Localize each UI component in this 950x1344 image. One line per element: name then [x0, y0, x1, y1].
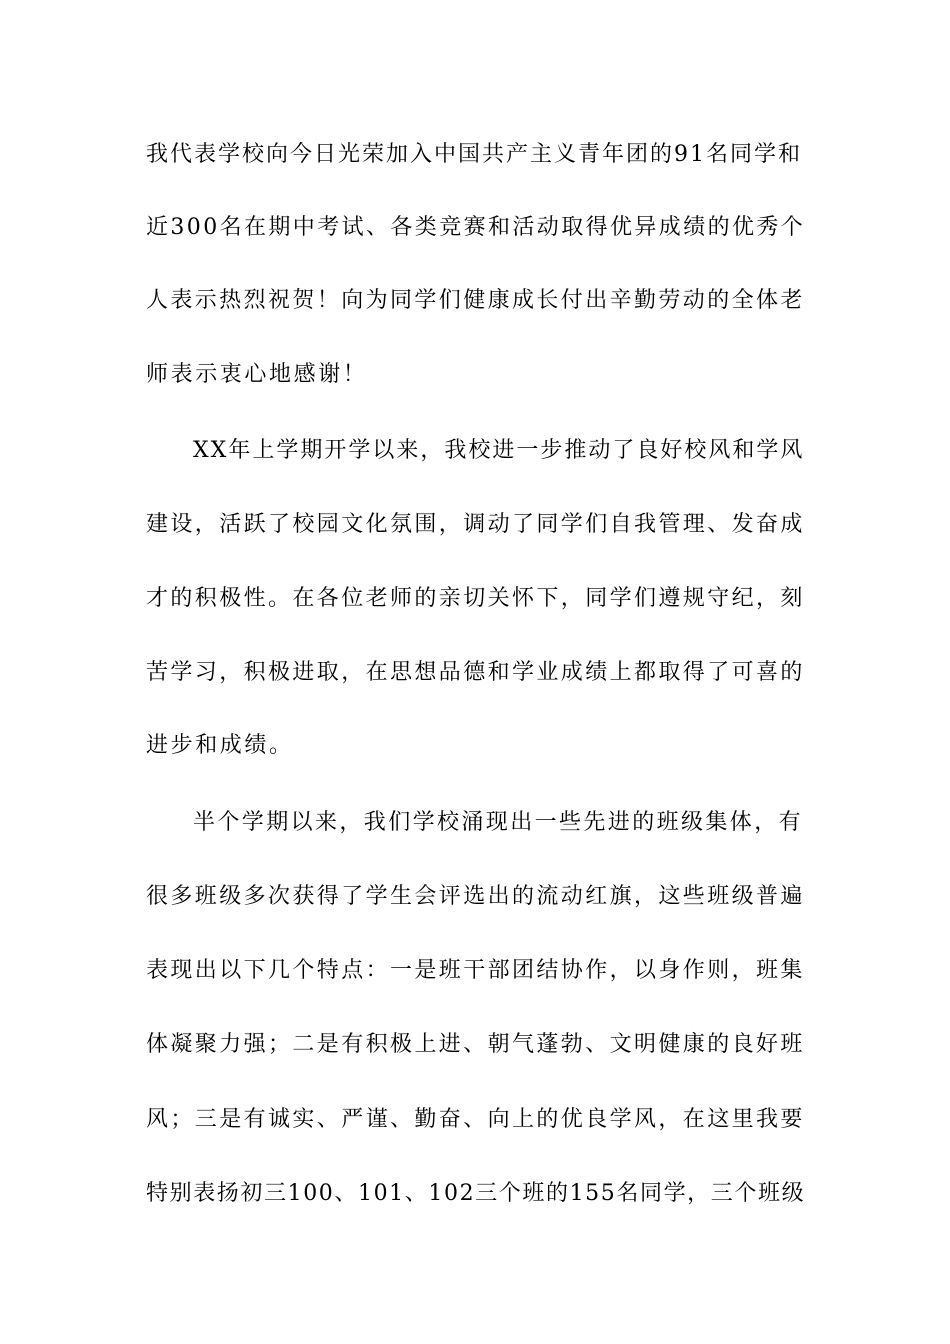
paragraph-start-line: XX年上学期开学以来，我校进一步推动了良好校风和学风: [193, 438, 805, 463]
text-line: 才的积极性。在各位老师的亲切关怀下，同学们遵规守纪，刻: [146, 586, 805, 611]
text-line: 师表示衷心地感谢！: [146, 362, 368, 387]
text-line: 近300名在期中考试、各类竞赛和活动取得优异成绩的优秀个: [146, 215, 806, 240]
paragraph-start-line: 半个学期以来，我们学校涌现出一些先进的班级集体，有: [193, 810, 804, 835]
text-line: 体凝聚力强；二是有积极上进、朝气蓬勃、文明健康的良好班: [146, 1032, 805, 1057]
text-line: 苦学习，积极进取，在思想品德和学业成绩上都取得了可喜的: [146, 660, 805, 685]
text-line: 表现出以下几个特点：一是班干部团结协作，以身作则，班集: [146, 958, 805, 983]
text-line: 很多班级多次获得了学生会评选出的流动红旗，这些班级普遍: [146, 884, 805, 909]
text-line: 特别表扬初三100、101、102三个班的155名同学，三个班级: [146, 1181, 806, 1206]
text-line: 进步和成绩。: [146, 733, 294, 758]
text-line: 我代表学校向今日光荣加入中国共产主义青年团的91名同学和: [146, 142, 802, 167]
text-line: 风；三是有诚实、严谨、勤奋、向上的优良学风，在这里我要: [146, 1107, 805, 1132]
text-line: 建设，活跃了校园文化氛围，调动了同学们自我管理、发奋成: [146, 512, 805, 537]
text-line: 人表示热烈祝贺！向为同学们健康成长付出辛勤劳动的全体老: [146, 288, 805, 313]
